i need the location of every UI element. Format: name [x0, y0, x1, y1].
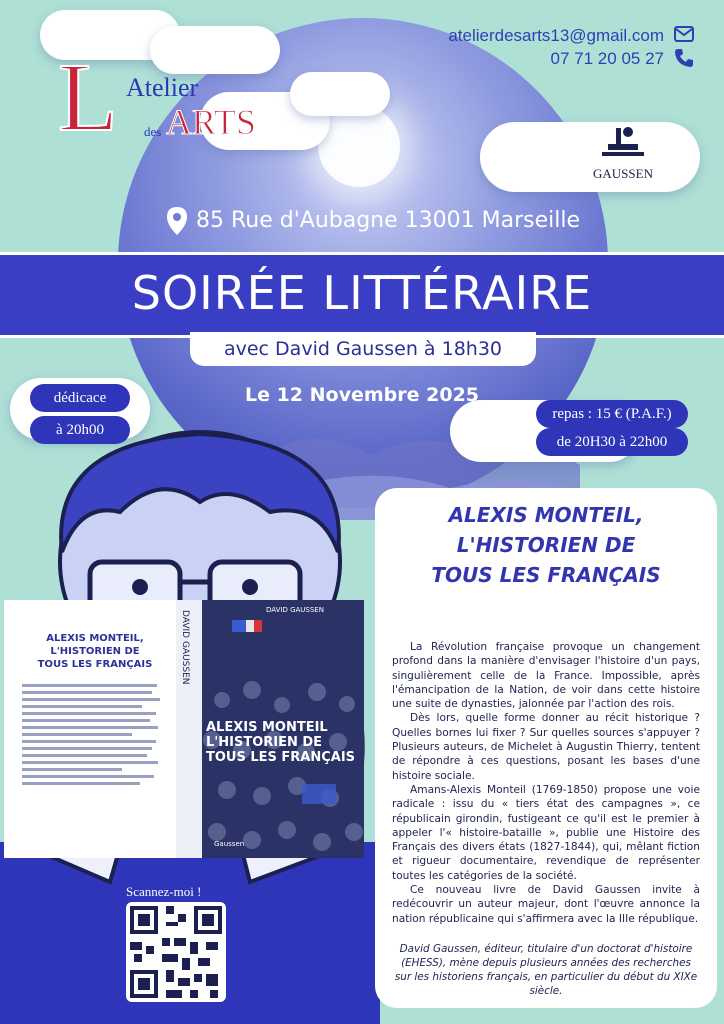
svg-text:ARTS: ARTS: [166, 102, 256, 142]
book-title-line: TOUS LES FRANÇAIS: [37, 659, 153, 670]
svg-text:Atelier: Atelier: [126, 73, 199, 102]
author-bio: David Gaussen, éditeur, titulaire d'un doctorat d'histoire (EHESS), mène depuis plusieurs années des recherches sur les historiens français, en particulier du début du XIXe siècle.: [394, 943, 698, 997]
atelier-des-arts-logo: [58, 26, 258, 146]
article-paragraph: Dès lors, quelle forme donner au récit historique ? Quelles bornes lui fixer ? Sur quelles sources s'appuyer ? Plusieurs auteurs, de Michelet à Augustin Thierry, tentent de répondre à ces questions, posant les bases d'une histoire sociale.: [392, 712, 700, 782]
meal-price: repas : 15 € (P.A.F.): [536, 400, 688, 428]
book-spine-text: DAVID GAUSSEN: [180, 610, 190, 685]
event-subtitle: avec David Gaussen à 18h30: [223, 338, 502, 360]
press-icon: [588, 122, 658, 162]
gaussen-logo: [588, 122, 658, 182]
phone-icon: [674, 48, 694, 72]
book-spine: [176, 600, 202, 858]
dedicace-time: à 20h00: [30, 416, 130, 444]
book-title-line: L'HISTORIEN DE: [50, 646, 140, 657]
svg-text:L: L: [58, 44, 118, 146]
event-date: Le 12 Novembre 2025: [244, 384, 480, 406]
gaussen-logo-text: GAUSSEN: [593, 166, 653, 181]
book-cover-title: ALEXIS MONTEIL L'HISTORIEN DE TOUS LES FRANÇAIS: [206, 720, 356, 765]
logo-graphic: [58, 26, 258, 146]
article-paragraph: Ce nouveau livre de David Gaussen invite à redécouvrir un auteur majeur, dont l'œuvre annonce la nation républicaine qui s'affirmera avec la IIIe république.: [392, 884, 700, 925]
book-page-text: [22, 684, 162, 798]
qr-label: Scannez-moi !: [126, 884, 202, 899]
book-page-title: [20, 632, 170, 671]
qr-code-icon[interactable]: [126, 902, 226, 1002]
article-title: [395, 500, 697, 590]
moon: [318, 105, 400, 187]
email-icon: [674, 26, 694, 46]
article-title-line: ALEXIS MONTEIL,: [448, 503, 644, 527]
book-cover-author: DAVID GAUSSEN: [266, 606, 324, 614]
article-paragraph: Amans-Alexis Monteil (1769-1850) propose une voie radicale : issu du « tiers état des campagnes », ce républicain girondin, fustigeant ce qu'il est le premier à appeler l'« histoire-bataille », publie une Histoire des Français des divers états (1827-1844), qui, mêlant fiction et rigueur documentaire, revendique de représenter toutes les catégories de la société.: [392, 783, 700, 882]
book-cover-publisher: Gaussen: [214, 840, 245, 848]
location-pin-icon: [166, 206, 188, 240]
event-title: SOIRÉE LITTÉRAIRE: [131, 266, 593, 320]
article-body: [392, 640, 700, 926]
article-paragraph: La Révolution française provoque un changement profond dans la manière d'envisager l'histoire d'un pays, singulièrement celle de la France. Impossible, après l'émancipation de la Nation, de voir dans cette histoire une suite de dynasties, jalonnée par l'action des rois.: [392, 641, 700, 711]
event-address: 85 Rue d'Aubagne 13001 Marseille: [196, 208, 581, 233]
book-title-line: ALEXIS MONTEIL,: [46, 633, 144, 644]
contact-email[interactable]: atelierdesarts13@gmail.com: [448, 26, 664, 45]
contact-phone[interactable]: 07 71 20 05 27: [550, 49, 664, 68]
dedicace-label: dédicace: [30, 384, 130, 412]
svg-text:des: des: [144, 124, 162, 139]
cloud: [290, 72, 390, 116]
article-title-line: TOUS LES FRANÇAIS: [431, 563, 661, 587]
meal-time: de 20H30 à 22h00: [536, 428, 688, 456]
article-title-line: L'HISTORIEN DE: [456, 533, 636, 557]
